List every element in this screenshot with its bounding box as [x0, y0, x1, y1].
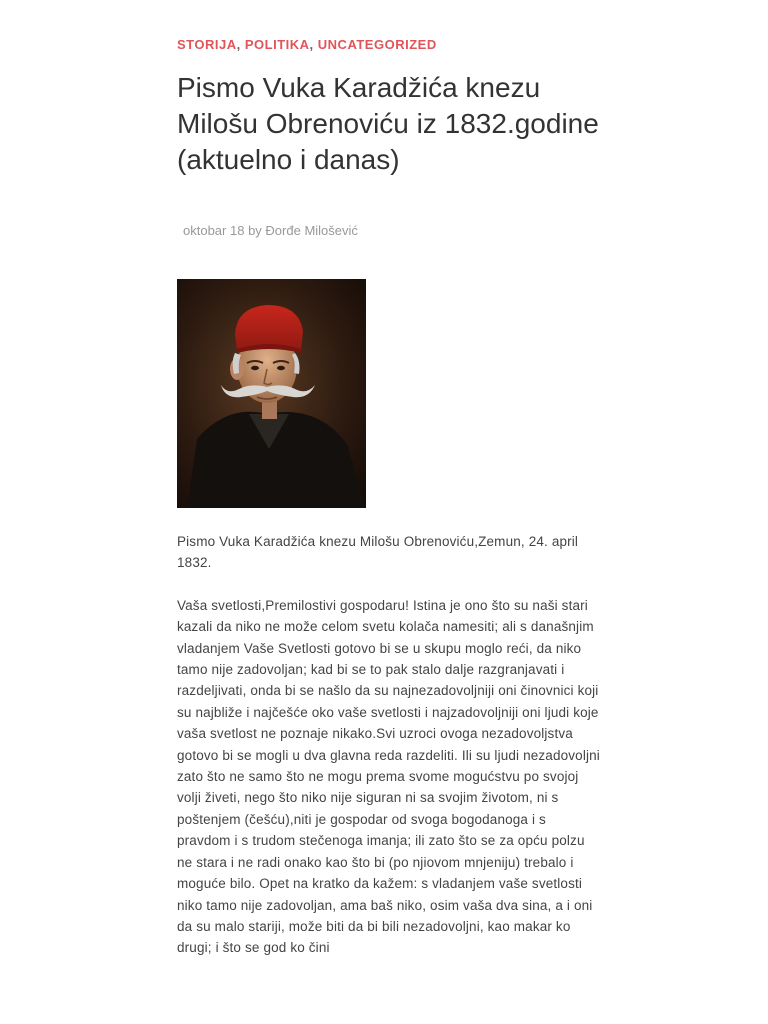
category-links — [177, 37, 437, 52]
byline-by: by — [248, 223, 262, 238]
post-author[interactable]: Đorđe Milošević — [265, 223, 358, 238]
article-paragraph: Vaša svetlosti,Premilostivi gospodaru! Istina je ono što su naši stari kazali da niko ne može celom svetu kolača namesiti; ali s današnjim vladanjem Vaše Svetlosti gotovo bi se u skupu moglo reći, da niko tamo nije zadovoljan; kad bi se to pak stalo dalje razgranjavati i razdeljivati, onda bi se našlo da su najnezadovoljniji oni činovnici koji su najbliže i najčešće oko vaše svetlosti i najzadovoljniji oni ljudi koje vaša svetlost ne poznaje nikako.Svi uzroci ovoga nezadovoljstva gotovo bi se mogli u dva glavna reda razdeliti. Ili su ljudi nezadovoljni zato što ne samo što ne mogu prema svome mogućstvu po svojoj volji živeti, nego što niko nije siguran ni sa svojim životom, ni s poštenjem (češću),niti je gospodar od svoga bogodanoga i s pravdom i s trudom stečenoga imanja; ili zato što se za opću polzu ne stara i ne radi onako kao što bi (po njiovom mnjeniju) trebalo i moguće bilo. Opet na kratko da kažem: s vladanjem vaše svetlosti niko tamo nije zadovoljan, ama baš niko, osim vaša dva sina, a i oni da su malo stariji, može biti da bi bili nezadovoljni, kao makar ko drugi; i što se god ko čini — [177, 597, 600, 956]
post-date[interactable]: oktobar 18 — [183, 223, 245, 238]
category-link-storija[interactable]: STORIJA — [177, 37, 237, 52]
category-link-politika[interactable]: POLITIKA — [244, 37, 310, 52]
article-body — [177, 531, 601, 980]
article-paragraph: Pismo Vuka Karadžića knezu Milošu Obrenoviću,Zemun, 24. april 1832. — [177, 534, 579, 571]
article-title: Pismo Vuka Karadžića knezu Milošu Obrenoviću iz 1832.godine (aktuelno i danas) — [177, 72, 599, 175]
category-separator: , — [236, 37, 241, 52]
portrait-image — [177, 279, 366, 508]
category-separator: , — [309, 37, 314, 52]
category-link-uncategorized[interactable]: UNCATEGORIZED — [317, 37, 437, 52]
post-meta — [183, 223, 358, 238]
